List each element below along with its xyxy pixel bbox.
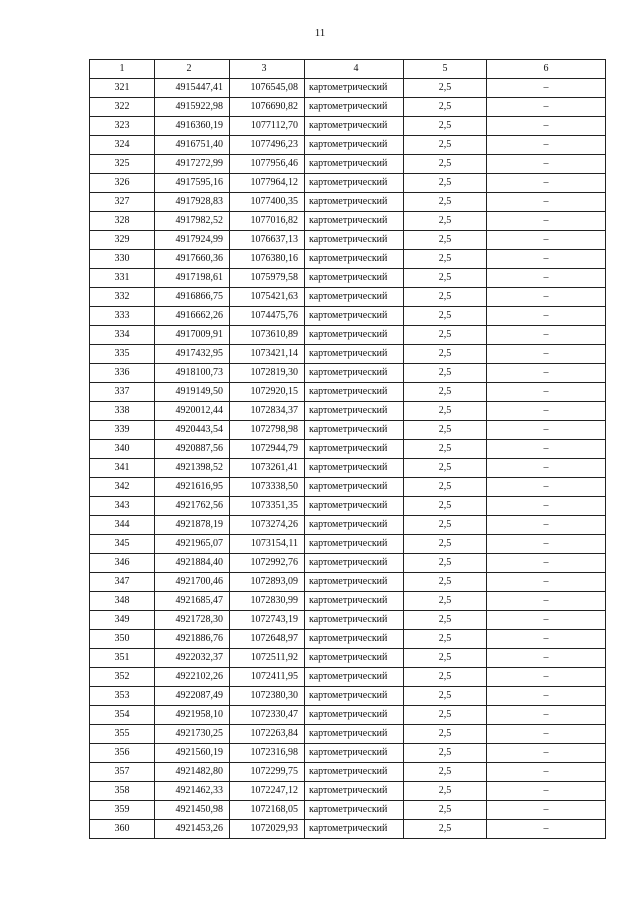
- header-col-1: 1: [90, 60, 155, 79]
- cell-method: картометрический: [305, 535, 404, 554]
- cell-method: картометрический: [305, 212, 404, 231]
- cell-accuracy: 2,5: [404, 782, 487, 801]
- table-row: [90, 573, 606, 592]
- header-col-2: 2: [155, 60, 230, 79]
- cell-method: картометрический: [305, 231, 404, 250]
- cell-accuracy: 2,5: [404, 307, 487, 326]
- cell-x-coordinate: 4917595,16: [155, 174, 230, 193]
- cell-description: –: [487, 345, 606, 364]
- cell-accuracy: 2,5: [404, 459, 487, 478]
- cell-method: картометрический: [305, 307, 404, 326]
- table-row: [90, 345, 606, 364]
- cell-method: картометрический: [305, 611, 404, 630]
- cell-description: –: [487, 136, 606, 155]
- cell-point-number: 341: [90, 459, 155, 478]
- cell-x-coordinate: 4916662,26: [155, 307, 230, 326]
- cell-point-number: 339: [90, 421, 155, 440]
- cell-x-coordinate: 4917928,83: [155, 193, 230, 212]
- cell-point-number: 351: [90, 649, 155, 668]
- cell-method: картометрический: [305, 383, 404, 402]
- cell-method: картометрический: [305, 744, 404, 763]
- cell-y-coordinate: 1072029,93: [230, 820, 305, 839]
- cell-method: картометрический: [305, 554, 404, 573]
- table-row: [90, 649, 606, 668]
- cell-accuracy: 2,5: [404, 592, 487, 611]
- cell-y-coordinate: 1072330,47: [230, 706, 305, 725]
- cell-description: –: [487, 668, 606, 687]
- table-row: [90, 516, 606, 535]
- table-row: [90, 459, 606, 478]
- table-row: [90, 307, 606, 326]
- cell-y-coordinate: 1072511,92: [230, 649, 305, 668]
- cell-y-coordinate: 1073421,14: [230, 345, 305, 364]
- cell-point-number: 332: [90, 288, 155, 307]
- cell-x-coordinate: 4921700,46: [155, 573, 230, 592]
- coordinates-table: [89, 59, 606, 839]
- table-row: [90, 497, 606, 516]
- cell-method: картометрический: [305, 668, 404, 687]
- table-header: [90, 60, 606, 79]
- cell-method: картометрический: [305, 136, 404, 155]
- cell-method: картометрический: [305, 763, 404, 782]
- table-row: [90, 98, 606, 117]
- cell-accuracy: 2,5: [404, 79, 487, 98]
- cell-y-coordinate: 1072380,30: [230, 687, 305, 706]
- cell-accuracy: 2,5: [404, 516, 487, 535]
- table-row: [90, 478, 606, 497]
- cell-x-coordinate: 4917272,99: [155, 155, 230, 174]
- cell-x-coordinate: 4921730,25: [155, 725, 230, 744]
- cell-method: картометрический: [305, 649, 404, 668]
- cell-point-number: 347: [90, 573, 155, 592]
- cell-y-coordinate: 1073261,41: [230, 459, 305, 478]
- cell-method: картометрический: [305, 326, 404, 345]
- cell-method: картометрический: [305, 478, 404, 497]
- cell-accuracy: 2,5: [404, 250, 487, 269]
- cell-method: картометрический: [305, 440, 404, 459]
- cell-point-number: 335: [90, 345, 155, 364]
- table-row: [90, 687, 606, 706]
- cell-accuracy: 2,5: [404, 725, 487, 744]
- cell-description: –: [487, 687, 606, 706]
- table-row: [90, 668, 606, 687]
- cell-point-number: 355: [90, 725, 155, 744]
- cell-y-coordinate: 1073274,26: [230, 516, 305, 535]
- cell-description: –: [487, 231, 606, 250]
- cell-method: картометрический: [305, 345, 404, 364]
- cell-x-coordinate: 4917432,95: [155, 345, 230, 364]
- cell-accuracy: 2,5: [404, 155, 487, 174]
- cell-y-coordinate: 1077964,12: [230, 174, 305, 193]
- table-row: [90, 326, 606, 345]
- cell-x-coordinate: 4921462,33: [155, 782, 230, 801]
- cell-x-coordinate: 4916360,19: [155, 117, 230, 136]
- cell-y-coordinate: 1072944,79: [230, 440, 305, 459]
- cell-accuracy: 2,5: [404, 269, 487, 288]
- cell-point-number: 344: [90, 516, 155, 535]
- table-row: [90, 630, 606, 649]
- cell-y-coordinate: 1072893,09: [230, 573, 305, 592]
- cell-y-coordinate: 1076637,13: [230, 231, 305, 250]
- table-row: [90, 725, 606, 744]
- table-row: [90, 288, 606, 307]
- cell-y-coordinate: 1072920,15: [230, 383, 305, 402]
- cell-accuracy: 2,5: [404, 345, 487, 364]
- cell-x-coordinate: 4921398,52: [155, 459, 230, 478]
- table-row: [90, 269, 606, 288]
- cell-point-number: 343: [90, 497, 155, 516]
- table-row: [90, 763, 606, 782]
- table-row: [90, 117, 606, 136]
- cell-accuracy: 2,5: [404, 231, 487, 250]
- cell-accuracy: 2,5: [404, 611, 487, 630]
- cell-accuracy: 2,5: [404, 801, 487, 820]
- cell-accuracy: 2,5: [404, 364, 487, 383]
- header-col-6: 6: [487, 60, 606, 79]
- cell-point-number: 348: [90, 592, 155, 611]
- cell-accuracy: 2,5: [404, 668, 487, 687]
- cell-point-number: 337: [90, 383, 155, 402]
- cell-y-coordinate: 1072411,95: [230, 668, 305, 687]
- cell-y-coordinate: 1072819,30: [230, 364, 305, 383]
- cell-point-number: 353: [90, 687, 155, 706]
- cell-method: картометрический: [305, 592, 404, 611]
- cell-method: картометрический: [305, 725, 404, 744]
- cell-accuracy: 2,5: [404, 478, 487, 497]
- table-row: [90, 421, 606, 440]
- table-row: [90, 155, 606, 174]
- cell-description: –: [487, 554, 606, 573]
- cell-accuracy: 2,5: [404, 193, 487, 212]
- cell-method: картометрический: [305, 402, 404, 421]
- cell-point-number: 336: [90, 364, 155, 383]
- cell-method: картометрический: [305, 782, 404, 801]
- page-number: 11: [314, 27, 326, 39]
- cell-description: –: [487, 174, 606, 193]
- cell-y-coordinate: 1072830,99: [230, 592, 305, 611]
- cell-point-number: 357: [90, 763, 155, 782]
- cell-x-coordinate: 4921482,80: [155, 763, 230, 782]
- cell-method: картометрический: [305, 117, 404, 136]
- cell-x-coordinate: 4920012,44: [155, 402, 230, 421]
- cell-x-coordinate: 4918100,73: [155, 364, 230, 383]
- cell-x-coordinate: 4921884,40: [155, 554, 230, 573]
- cell-description: –: [487, 364, 606, 383]
- cell-x-coordinate: 4919149,50: [155, 383, 230, 402]
- cell-point-number: 321: [90, 79, 155, 98]
- cell-y-coordinate: 1072648,97: [230, 630, 305, 649]
- cell-y-coordinate: 1073154,11: [230, 535, 305, 554]
- cell-description: –: [487, 440, 606, 459]
- cell-y-coordinate: 1073351,35: [230, 497, 305, 516]
- cell-x-coordinate: 4915922,98: [155, 98, 230, 117]
- cell-x-coordinate: 4917009,91: [155, 326, 230, 345]
- cell-description: –: [487, 98, 606, 117]
- cell-point-number: 328: [90, 212, 155, 231]
- cell-method: картометрический: [305, 79, 404, 98]
- cell-point-number: 360: [90, 820, 155, 839]
- cell-description: –: [487, 193, 606, 212]
- cell-description: –: [487, 649, 606, 668]
- cell-description: –: [487, 478, 606, 497]
- cell-accuracy: 2,5: [404, 744, 487, 763]
- cell-x-coordinate: 4916866,75: [155, 288, 230, 307]
- cell-method: картометрический: [305, 364, 404, 383]
- header-col-5: 5: [404, 60, 487, 79]
- header-col-3: 3: [230, 60, 305, 79]
- cell-accuracy: 2,5: [404, 497, 487, 516]
- cell-x-coordinate: 4921685,47: [155, 592, 230, 611]
- cell-method: картометрический: [305, 459, 404, 478]
- cell-point-number: 331: [90, 269, 155, 288]
- cell-description: –: [487, 611, 606, 630]
- cell-x-coordinate: 4921762,56: [155, 497, 230, 516]
- cell-method: картометрический: [305, 288, 404, 307]
- cell-description: –: [487, 155, 606, 174]
- cell-accuracy: 2,5: [404, 630, 487, 649]
- cell-method: картометрический: [305, 421, 404, 440]
- cell-point-number: 356: [90, 744, 155, 763]
- cell-description: –: [487, 573, 606, 592]
- cell-point-number: 342: [90, 478, 155, 497]
- cell-method: картометрический: [305, 801, 404, 820]
- table-row: [90, 250, 606, 269]
- cell-accuracy: 2,5: [404, 440, 487, 459]
- cell-method: картометрический: [305, 630, 404, 649]
- cell-description: –: [487, 516, 606, 535]
- table-row: [90, 364, 606, 383]
- cell-point-number: 359: [90, 801, 155, 820]
- table-row: [90, 611, 606, 630]
- cell-y-coordinate: 1072247,12: [230, 782, 305, 801]
- cell-accuracy: 2,5: [404, 174, 487, 193]
- cell-description: –: [487, 383, 606, 402]
- cell-x-coordinate: 4921453,26: [155, 820, 230, 839]
- table-row: [90, 820, 606, 839]
- cell-accuracy: 2,5: [404, 383, 487, 402]
- cell-point-number: 350: [90, 630, 155, 649]
- table-row: [90, 402, 606, 421]
- cell-description: –: [487, 497, 606, 516]
- table-row: [90, 706, 606, 725]
- table-row: [90, 79, 606, 98]
- cell-x-coordinate: 4920443,54: [155, 421, 230, 440]
- cell-description: –: [487, 782, 606, 801]
- cell-method: картометрический: [305, 250, 404, 269]
- cell-description: –: [487, 402, 606, 421]
- cell-description: –: [487, 117, 606, 136]
- cell-y-coordinate: 1077016,82: [230, 212, 305, 231]
- cell-method: картометрический: [305, 193, 404, 212]
- cell-description: –: [487, 820, 606, 839]
- cell-description: –: [487, 326, 606, 345]
- cell-accuracy: 2,5: [404, 687, 487, 706]
- cell-y-coordinate: 1077496,23: [230, 136, 305, 155]
- cell-y-coordinate: 1077400,35: [230, 193, 305, 212]
- cell-method: картометрический: [305, 174, 404, 193]
- cell-description: –: [487, 592, 606, 611]
- cell-accuracy: 2,5: [404, 820, 487, 839]
- cell-accuracy: 2,5: [404, 649, 487, 668]
- cell-y-coordinate: 1072168,05: [230, 801, 305, 820]
- cell-x-coordinate: 4917198,61: [155, 269, 230, 288]
- cell-y-coordinate: 1077956,46: [230, 155, 305, 174]
- cell-y-coordinate: 1072834,37: [230, 402, 305, 421]
- cell-description: –: [487, 459, 606, 478]
- cell-accuracy: 2,5: [404, 288, 487, 307]
- table-body: [90, 79, 606, 839]
- cell-point-number: 352: [90, 668, 155, 687]
- cell-method: картометрический: [305, 497, 404, 516]
- cell-description: –: [487, 630, 606, 649]
- cell-x-coordinate: 4922087,49: [155, 687, 230, 706]
- cell-point-number: 326: [90, 174, 155, 193]
- cell-x-coordinate: 4917660,36: [155, 250, 230, 269]
- cell-point-number: 325: [90, 155, 155, 174]
- cell-x-coordinate: 4920887,56: [155, 440, 230, 459]
- table-row: [90, 554, 606, 573]
- cell-y-coordinate: 1074475,76: [230, 307, 305, 326]
- table-row: [90, 212, 606, 231]
- cell-x-coordinate: 4921958,10: [155, 706, 230, 725]
- cell-y-coordinate: 1076690,82: [230, 98, 305, 117]
- cell-y-coordinate: 1075421,63: [230, 288, 305, 307]
- cell-accuracy: 2,5: [404, 573, 487, 592]
- cell-description: –: [487, 535, 606, 554]
- cell-x-coordinate: 4921886,76: [155, 630, 230, 649]
- cell-point-number: 345: [90, 535, 155, 554]
- table-row: [90, 383, 606, 402]
- cell-accuracy: 2,5: [404, 535, 487, 554]
- cell-description: –: [487, 307, 606, 326]
- cell-point-number: 340: [90, 440, 155, 459]
- cell-method: картометрический: [305, 98, 404, 117]
- cell-description: –: [487, 725, 606, 744]
- table-row: [90, 231, 606, 250]
- cell-accuracy: 2,5: [404, 326, 487, 345]
- cell-x-coordinate: 4921450,98: [155, 801, 230, 820]
- cell-y-coordinate: 1076380,16: [230, 250, 305, 269]
- header-row: [90, 60, 606, 79]
- cell-y-coordinate: 1073338,50: [230, 478, 305, 497]
- cell-y-coordinate: 1072743,19: [230, 611, 305, 630]
- cell-x-coordinate: 4921965,07: [155, 535, 230, 554]
- cell-description: –: [487, 744, 606, 763]
- cell-point-number: 354: [90, 706, 155, 725]
- cell-point-number: 333: [90, 307, 155, 326]
- cell-description: –: [487, 763, 606, 782]
- table-row: [90, 782, 606, 801]
- cell-y-coordinate: 1072263,84: [230, 725, 305, 744]
- cell-point-number: 358: [90, 782, 155, 801]
- table-row: [90, 193, 606, 212]
- cell-accuracy: 2,5: [404, 421, 487, 440]
- cell-x-coordinate: 4921728,30: [155, 611, 230, 630]
- cell-accuracy: 2,5: [404, 706, 487, 725]
- cell-x-coordinate: 4922032,37: [155, 649, 230, 668]
- cell-y-coordinate: 1075979,58: [230, 269, 305, 288]
- cell-x-coordinate: 4917982,52: [155, 212, 230, 231]
- cell-description: –: [487, 421, 606, 440]
- cell-y-coordinate: 1073610,89: [230, 326, 305, 345]
- table-row: [90, 592, 606, 611]
- cell-point-number: 322: [90, 98, 155, 117]
- cell-point-number: 338: [90, 402, 155, 421]
- cell-description: –: [487, 79, 606, 98]
- table-row: [90, 440, 606, 459]
- cell-accuracy: 2,5: [404, 763, 487, 782]
- cell-method: картометрический: [305, 269, 404, 288]
- cell-point-number: 323: [90, 117, 155, 136]
- table-row: [90, 535, 606, 554]
- cell-y-coordinate: 1076545,08: [230, 79, 305, 98]
- cell-accuracy: 2,5: [404, 98, 487, 117]
- cell-x-coordinate: 4922102,26: [155, 668, 230, 687]
- cell-method: картометрический: [305, 155, 404, 174]
- header-col-4: 4: [305, 60, 404, 79]
- cell-description: –: [487, 250, 606, 269]
- cell-description: –: [487, 706, 606, 725]
- cell-method: картометрический: [305, 820, 404, 839]
- cell-method: картометрический: [305, 706, 404, 725]
- cell-accuracy: 2,5: [404, 402, 487, 421]
- cell-y-coordinate: 1072316,98: [230, 744, 305, 763]
- cell-point-number: 330: [90, 250, 155, 269]
- cell-method: картометрический: [305, 687, 404, 706]
- cell-x-coordinate: 4916751,40: [155, 136, 230, 155]
- cell-method: картометрический: [305, 516, 404, 535]
- cell-point-number: 349: [90, 611, 155, 630]
- cell-y-coordinate: 1072299,75: [230, 763, 305, 782]
- cell-point-number: 327: [90, 193, 155, 212]
- cell-y-coordinate: 1072992,76: [230, 554, 305, 573]
- cell-method: картометрический: [305, 573, 404, 592]
- table-row: [90, 801, 606, 820]
- cell-point-number: 334: [90, 326, 155, 345]
- cell-x-coordinate: 4917924,99: [155, 231, 230, 250]
- cell-x-coordinate: 4921616,95: [155, 478, 230, 497]
- cell-x-coordinate: 4921560,19: [155, 744, 230, 763]
- cell-y-coordinate: 1072798,98: [230, 421, 305, 440]
- table-row: [90, 174, 606, 193]
- cell-accuracy: 2,5: [404, 117, 487, 136]
- cell-y-coordinate: 1077112,70: [230, 117, 305, 136]
- cell-x-coordinate: 4921878,19: [155, 516, 230, 535]
- cell-point-number: 329: [90, 231, 155, 250]
- table-row: [90, 744, 606, 763]
- cell-point-number: 324: [90, 136, 155, 155]
- cell-accuracy: 2,5: [404, 212, 487, 231]
- cell-accuracy: 2,5: [404, 136, 487, 155]
- table-row: [90, 136, 606, 155]
- cell-description: –: [487, 288, 606, 307]
- cell-description: –: [487, 212, 606, 231]
- cell-description: –: [487, 801, 606, 820]
- cell-point-number: 346: [90, 554, 155, 573]
- cell-accuracy: 2,5: [404, 554, 487, 573]
- cell-description: –: [487, 269, 606, 288]
- cell-x-coordinate: 4915447,41: [155, 79, 230, 98]
